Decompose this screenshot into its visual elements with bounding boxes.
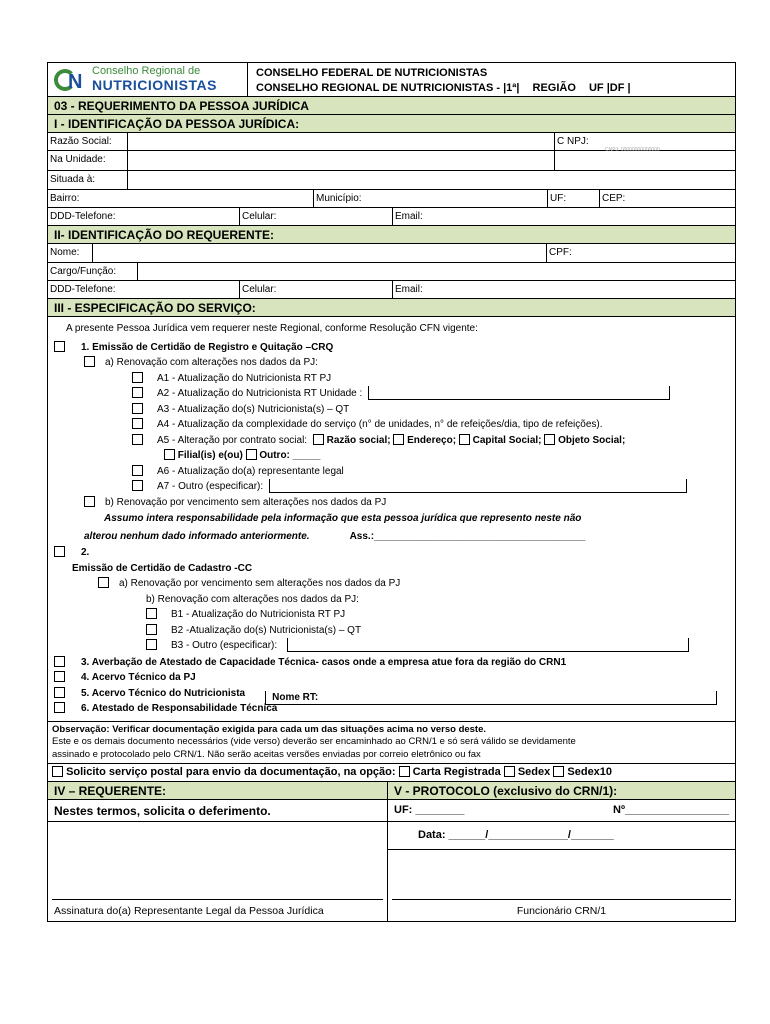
a5-endereco-label: Endereço; bbox=[407, 434, 457, 446]
section1-title: I - IDENTIFICAÇÃO DA PESSOA JURÍDICA: bbox=[47, 115, 736, 133]
a1-checkbox[interactable] bbox=[132, 372, 143, 383]
a7-input[interactable] bbox=[269, 479, 687, 493]
item2-checkbox[interactable] bbox=[54, 546, 65, 557]
postal-options bbox=[47, 764, 736, 782]
ddd-label-2: DDD-Telefone: bbox=[50, 284, 116, 295]
a5-endereco-checkbox[interactable] bbox=[393, 434, 404, 445]
a5-razao-label: Razão social; bbox=[326, 434, 391, 446]
situada-label: Situada à: bbox=[48, 171, 128, 189]
a2-input[interactable] bbox=[368, 386, 670, 400]
observacao-line3: assinado e protocolado pelo CRN/1. Não serão aceitas versões enviadas por correio eletrônico ou fax bbox=[52, 748, 481, 760]
section3-intro: A presente Pessoa Jurídica vem requerer neste Regional, conforme Resolução CFN vigente: bbox=[66, 323, 478, 334]
a2-checkbox[interactable] bbox=[132, 387, 143, 398]
sedex10-label: Sedex10 bbox=[567, 766, 613, 778]
crn-logo bbox=[48, 63, 248, 96]
a5-capital-checkbox[interactable] bbox=[459, 434, 470, 445]
assumo-line1: Assumo intera responsabilidade pela informação que esta pessoa jurídica que represento neste não bbox=[104, 513, 582, 524]
funcionario-label: Funcionário CRN/1 bbox=[516, 905, 607, 917]
section2-title: II- IDENTIFICAÇÃO DO REQUERENTE: bbox=[47, 226, 736, 244]
a5-filial-label: Filial(is) e(ou) bbox=[177, 450, 243, 461]
b1-label: B1 - Atualização do Nutricionista RT PJ bbox=[171, 609, 346, 620]
email-label-2: Email: bbox=[395, 284, 423, 295]
protocolo-data[interactable]: Data: ______/_____________/_______ bbox=[388, 822, 735, 850]
a6-checkbox[interactable] bbox=[132, 465, 143, 476]
a5-outro-label: Outro: _____ bbox=[259, 450, 321, 461]
a6-label: A6 - Atualização do(a) representante legal bbox=[157, 465, 344, 477]
a5-filial-checkbox[interactable] bbox=[164, 449, 175, 460]
email-field-2[interactable] bbox=[393, 281, 735, 298]
item2a-checkbox[interactable] bbox=[98, 577, 109, 588]
form-title: 03 - REQUERIMENTO DA PESSOA JURÍDICA bbox=[47, 97, 736, 115]
a4-label: A4 - Atualização da complexidade do serviço (n° de unidades, n° de refeições/dia, tipo de refeições). bbox=[157, 419, 603, 430]
cargo-label: Cargo/Função: bbox=[48, 263, 138, 280]
b3-checkbox[interactable] bbox=[146, 639, 157, 650]
b3-label: B3 - Outro (especificar): bbox=[171, 640, 278, 651]
observacao-box bbox=[47, 721, 736, 765]
item1-checkbox[interactable] bbox=[54, 341, 65, 352]
funcionario-signature-line[interactable] bbox=[392, 899, 731, 900]
section4-title: IV – REQUERENTE: bbox=[48, 782, 387, 800]
bottom-sections bbox=[47, 782, 736, 922]
a3-checkbox[interactable] bbox=[132, 403, 143, 414]
cep-field[interactable] bbox=[600, 190, 735, 207]
item3-label: 3. Averbação de Atestado de Capacidade Técnica- casos onde a empresa atue fora da região do CRN1 bbox=[81, 656, 567, 668]
razao-social-label: Razão Social: bbox=[48, 133, 128, 150]
cep-label: CEP: bbox=[602, 193, 626, 204]
item5-label: 5. Acervo Técnico do Nutricionista bbox=[81, 687, 246, 699]
section3-body bbox=[47, 317, 736, 721]
observacao-line1: Observação: Verificar documentação exigida para cada um das situações acima no verso deste. bbox=[52, 723, 487, 735]
a5-label: A5 - Alteração por contrato social: bbox=[157, 434, 308, 446]
nome-rt-label: Nome RT: bbox=[272, 691, 319, 703]
a5-checkbox[interactable] bbox=[132, 434, 143, 445]
protocolo-uf[interactable]: UF: ________ bbox=[394, 804, 465, 816]
uf-label: UF |DF | bbox=[588, 82, 631, 94]
cnpj-hint: CNPJ: 00000000000000 bbox=[605, 147, 660, 153]
postal-checkbox[interactable] bbox=[52, 766, 63, 777]
item2b-label: b) Renovação com alterações nos dados da PJ: bbox=[146, 593, 359, 605]
ass-signature[interactable]: Ass.:______________________________________ bbox=[349, 530, 586, 542]
celular-field-2[interactable] bbox=[240, 281, 393, 298]
item2-title: Emissão de Certidão de Cadastro -CC bbox=[72, 562, 253, 574]
requerente-signature-label: Assinatura do(a) Representante Legal da Pessoa Jurídica bbox=[54, 905, 324, 917]
a4-checkbox[interactable] bbox=[132, 418, 143, 429]
requerente-signature-line[interactable] bbox=[52, 899, 383, 900]
nome-input[interactable] bbox=[93, 244, 547, 262]
situada-input[interactable] bbox=[128, 171, 735, 189]
form-header bbox=[47, 62, 736, 97]
cnpj-hint-cell bbox=[555, 147, 735, 170]
cpf-field[interactable] bbox=[547, 244, 735, 262]
cargo-input[interactable] bbox=[138, 263, 735, 280]
a5-razao-checkbox[interactable] bbox=[313, 434, 324, 445]
section4-text: Nestes termos, solicita o deferimento. bbox=[48, 800, 387, 822]
item2-label: 2. bbox=[81, 547, 90, 558]
sedex10-checkbox[interactable] bbox=[553, 766, 564, 777]
region-label: REGIÃO bbox=[532, 82, 576, 94]
municipio-label: Município: bbox=[316, 193, 362, 204]
item2a-label: a) Renovação por vencimento sem alterações nos dados da PJ bbox=[119, 578, 401, 589]
uf-field[interactable] bbox=[548, 190, 600, 207]
cpf-label: CPF: bbox=[549, 247, 572, 258]
a5-outro-checkbox[interactable] bbox=[246, 449, 257, 460]
a7-checkbox[interactable] bbox=[132, 480, 143, 491]
na-unidade-input[interactable] bbox=[128, 151, 555, 170]
b2-checkbox[interactable] bbox=[146, 624, 157, 635]
section2-fields bbox=[47, 244, 736, 299]
logo-line2: NUTRICIONISTAS bbox=[92, 76, 217, 93]
celular-label-2: Celular: bbox=[242, 284, 277, 295]
crn-logo-icon: N bbox=[54, 67, 88, 93]
item3-checkbox[interactable] bbox=[54, 656, 65, 667]
item1a-checkbox[interactable] bbox=[84, 356, 95, 367]
assumo-line2: alterou nenhum dado informado anteriormente. bbox=[84, 530, 310, 542]
a2-label: A2 - Atualização do Nutricionista RT Unidade : bbox=[157, 388, 363, 399]
section5 bbox=[388, 782, 735, 921]
email-label: Email: bbox=[395, 211, 423, 222]
org-line1: CONSELHO FEDERAL DE NUTRICIONISTAS bbox=[256, 67, 488, 79]
item1b-checkbox[interactable] bbox=[84, 496, 95, 507]
cnpj-label: C NPJ: bbox=[557, 136, 589, 147]
ddd-field[interactable] bbox=[48, 208, 240, 225]
item6-checkbox[interactable] bbox=[54, 702, 65, 713]
item1-label: 1. Emissão de Certidão de Registro e Quitação –CRQ bbox=[81, 341, 334, 353]
carta-registrada-checkbox[interactable] bbox=[399, 766, 410, 777]
item5-checkbox[interactable] bbox=[54, 687, 65, 698]
a5-objeto-checkbox[interactable] bbox=[544, 434, 555, 445]
carta-registrada-label: Carta Registrada bbox=[412, 766, 501, 778]
bairro-label: Bairro: bbox=[50, 193, 80, 204]
razao-social-input[interactable] bbox=[128, 133, 555, 150]
na-unidade-label: Na Unidade: bbox=[48, 151, 128, 170]
bairro-field[interactable] bbox=[48, 190, 314, 207]
section3-title: III - ESPECIFICAÇÃO DO SERVIÇO: bbox=[47, 299, 736, 317]
a3-label: A3 - Atualização do(s) Nutricionista(s) – QT bbox=[157, 403, 350, 415]
item1a-label: a) Renovação com alterações nos dados da PJ: bbox=[105, 357, 318, 368]
ddd-label: DDD-Telefone: bbox=[50, 211, 116, 222]
logo-line1: Conselho Regional de bbox=[92, 65, 201, 78]
municipio-field[interactable] bbox=[314, 190, 548, 207]
item6-label: 6. Atestado de Responsabilidade Técnica bbox=[81, 703, 278, 714]
observacao-line2: Este e os demais documento necessários (vide verso) deverão ser encaminhado ao CRN/1 e só será válido se devidamente bbox=[52, 736, 576, 747]
ddd-field-2[interactable] bbox=[48, 281, 240, 298]
sedex-checkbox[interactable] bbox=[504, 766, 515, 777]
postal-text: Solicito serviço postal para envio da documentação, na opção: bbox=[66, 766, 396, 778]
a5-capital-label: Capital Social; bbox=[472, 434, 542, 446]
b3-input[interactable] bbox=[287, 638, 689, 652]
protocolo-uf-row bbox=[388, 800, 735, 822]
nome-label: Nome: bbox=[48, 244, 93, 262]
sedex-label: Sedex bbox=[517, 766, 551, 778]
section4 bbox=[48, 782, 388, 921]
a1-label: A1 - Atualização do Nutricionista RT PJ bbox=[157, 372, 332, 384]
a7-label: A7 - Outro (especificar): bbox=[157, 481, 264, 492]
section5-title: V - PROTOCOLO (exclusivo do CRN/1): bbox=[388, 782, 735, 800]
section1-fields bbox=[47, 133, 736, 226]
b2-label: B2 -Atualização do(s) Nutricionista(s) – QT bbox=[171, 624, 362, 636]
uf-label-s1: UF: bbox=[550, 193, 567, 204]
celular-field[interactable] bbox=[240, 208, 393, 225]
item1b-label: b) Renovação por vencimento sem alterações nos dados da PJ bbox=[105, 496, 387, 508]
form-page bbox=[47, 62, 736, 922]
email-field[interactable] bbox=[393, 208, 735, 225]
protocolo-numero[interactable]: Nº_________________ bbox=[613, 804, 729, 816]
item4-label: 4. Acervo Técnico da PJ bbox=[81, 672, 196, 683]
celular-label: Celular: bbox=[242, 211, 277, 222]
a5-objeto-label: Objeto Social; bbox=[558, 434, 626, 446]
b1-checkbox[interactable] bbox=[146, 608, 157, 619]
org-line2: CONSELHO REGIONAL DE NUTRICIONISTAS - |1ª| bbox=[256, 82, 520, 94]
item4-checkbox[interactable] bbox=[54, 671, 65, 682]
